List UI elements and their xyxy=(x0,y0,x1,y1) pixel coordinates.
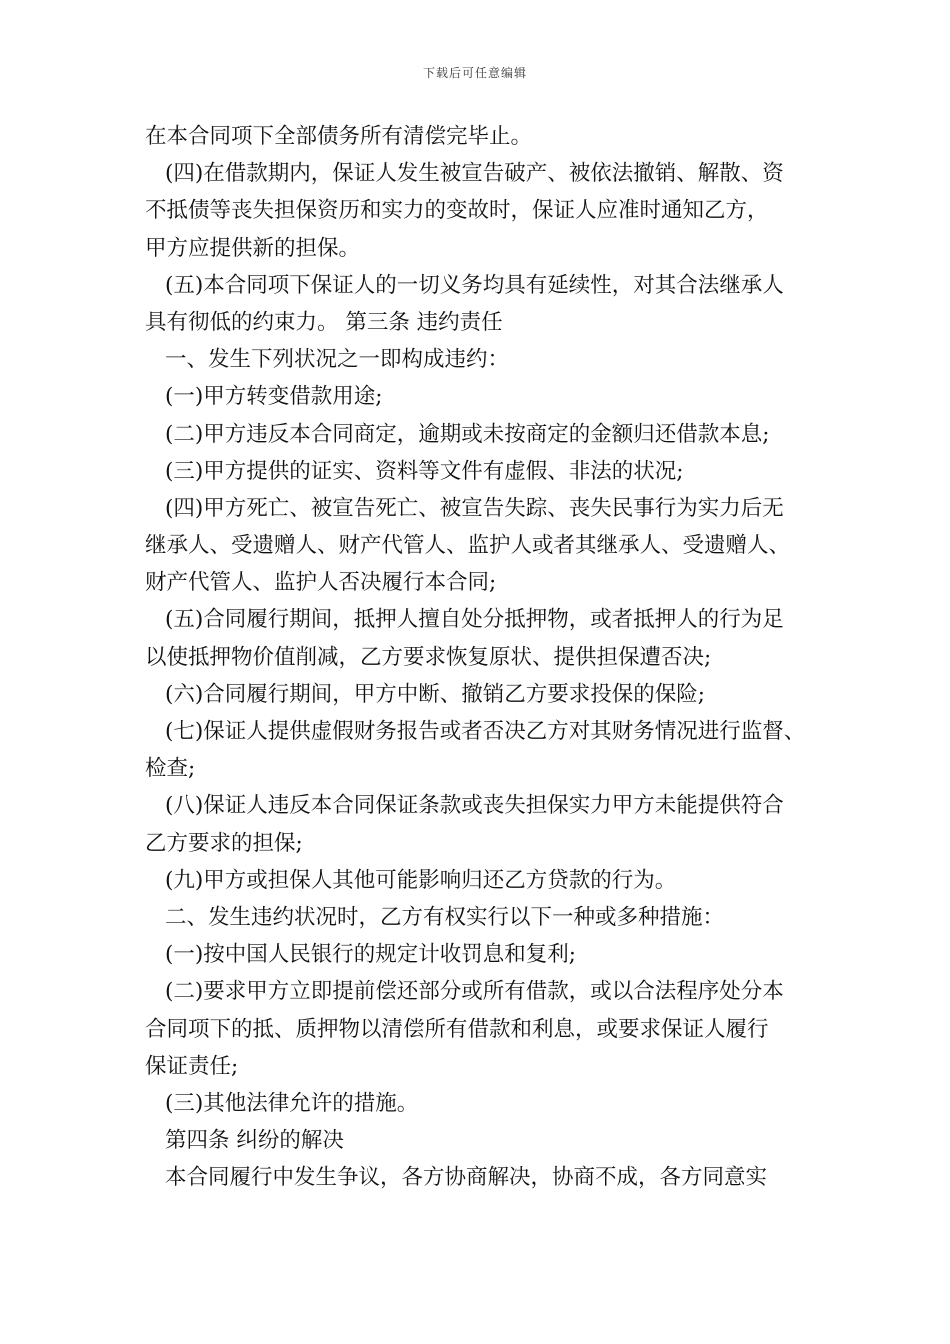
paragraph-line: 二、发生违约状况时，乙方有权实行以下一种或多种措施： xyxy=(165,904,725,930)
paragraph-line: 甲方应提供新的担保。 xyxy=(145,235,361,261)
paragraph-line: (七)保证人提供虚假财务报告或者否决乙方对其财务情况进行监督、 xyxy=(165,719,806,744)
paragraph-line: 具有彻低的约束力。 第三条 违约责任 xyxy=(145,309,503,335)
paragraph-line: 一、发生下列状况之一即构成违约： xyxy=(165,347,510,373)
paragraph-line: 不抵债等丧失担保资历和实力的变故时，保证人应准时通知乙方， xyxy=(145,198,769,224)
paragraph-line: 财产代管人、监护人否决履行本合同; xyxy=(145,570,497,596)
paragraph-line: (九)甲方或担保人其他可能影响归还乙方贷款的行为。 xyxy=(165,867,677,893)
paragraph-line: (三)甲方提供的证实、资料等文件有虚假、非法的状况; xyxy=(165,458,684,484)
paragraph-line: (四)在借款期内，保证人发生被宣告破产、被依法撤销、解散、资 xyxy=(165,161,784,187)
document-body xyxy=(145,118,825,1196)
paragraph-line: (一)按中国人民银行的规定计收罚息和复利; xyxy=(165,942,577,968)
paragraph-line: 保证责任; xyxy=(145,1053,239,1079)
paragraph-line: (四)甲方死亡、被宣告死亡、被宣告失踪、丧失民事行为实力后无 xyxy=(165,495,784,521)
paragraph-line: (一)甲方转变借款用途; xyxy=(165,384,383,410)
paragraph-line: 乙方要求的担保; xyxy=(145,830,303,856)
page-header: 下载后可任意编辑 xyxy=(422,66,527,80)
paragraph-line: (八)保证人违反本合同保证条款或丧失担保实力甲方未能提供符合 xyxy=(165,793,784,819)
paragraph-line: (五)本合同项下保证人的一切义务均具有延续性，对其合法继承人 xyxy=(165,272,784,298)
paragraph-line: 合同项下的抵、质押物以清偿所有借款和利息，或要求保证人履行 xyxy=(145,1016,769,1042)
paragraph-line: (五)合同履行期间，抵押人擅自处分抵押物，或者抵押人的行为足 xyxy=(165,607,784,633)
paragraph-line: 以使抵押物价值削减，乙方要求恢复原状、提供担保遭否决; xyxy=(145,644,712,670)
paragraph-line: 在本合同项下全部债务所有清偿完毕止。 xyxy=(145,124,533,149)
paragraph-line: 本合同履行中发生争议，各方协商解决，协商不成，各方同意实 xyxy=(165,1165,768,1191)
paragraph-line: (三)其他法律允许的措施。 xyxy=(165,1090,419,1116)
paragraph-line: 第四条 纠纷的解决 xyxy=(165,1128,344,1154)
paragraph-line: 检查; xyxy=(145,756,196,782)
paragraph-line: (二)甲方违反本合同商定，逾期或未按商定的金额归还借款本息; xyxy=(165,421,770,447)
paragraph-line: 继承人、受遗赠人、财产代管人、监护人或者其继承人、受遗赠人、 xyxy=(145,533,791,559)
paragraph-line: (二)要求甲方立即提前偿还部分或所有借款，或以合法程序处分本 xyxy=(165,979,784,1005)
paragraph-line: (六)合同履行期间，甲方中断、撤销乙方要求投保的保险; xyxy=(165,681,706,707)
